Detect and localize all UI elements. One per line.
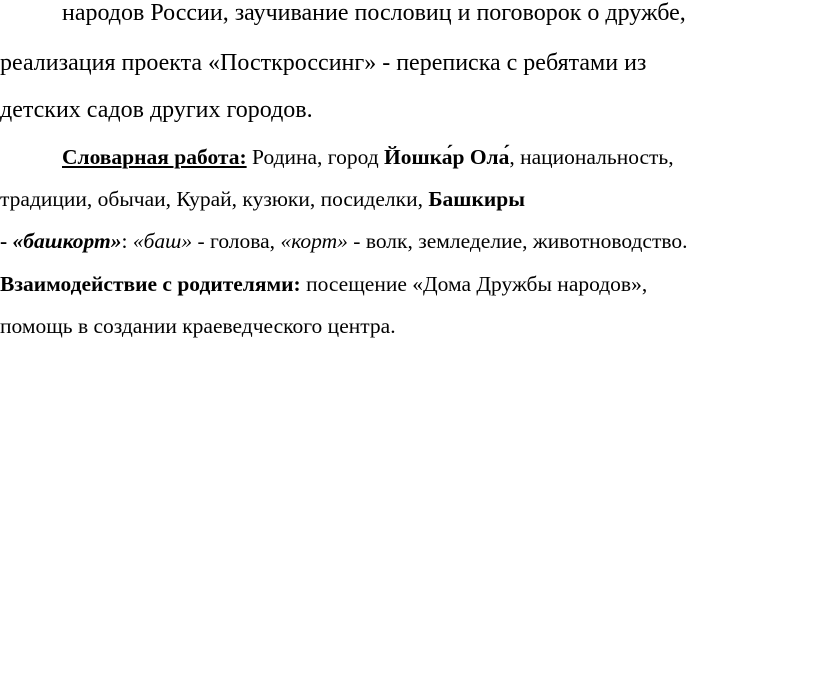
vocabulary-line-1 [62, 145, 674, 170]
bashkort-word: «башкорт» [12, 229, 122, 253]
bash-meaning: - голова, [192, 229, 281, 253]
bashkiry-word: Башкиры [428, 187, 525, 211]
kort-meaning: - волк, земледелие, животноводство. [347, 229, 688, 253]
parents-text-1: посещение «Дома Дружбы народов», [300, 272, 648, 296]
parents-line-2: помощь в создании краеведческого центра. [0, 314, 396, 338]
parents-line-1 [0, 272, 647, 297]
parents-heading: Взаимодействие с родителями: [0, 272, 301, 296]
paragraph-line-3: детских садов других городов. [0, 97, 313, 123]
vocabulary-words-1-tail: , национальность, [509, 145, 674, 169]
vocabulary-line-3 [0, 229, 688, 254]
bash-word: «баш» [132, 229, 193, 253]
vocabulary-heading: Словарная работа: [62, 145, 247, 169]
kort-word: «корт» [280, 229, 348, 253]
paragraph-line-2: реализация проекта «Посткроссинг» - переписка с ребятами из [0, 50, 647, 76]
vocabulary-words-1: Родина, город [246, 145, 385, 169]
vocabulary-line-2 [0, 187, 525, 212]
dash: - [0, 229, 13, 253]
vocabulary-words-2: традиции, обычаи, Курай, кузюки, посиделки, [0, 187, 429, 211]
colon: : [121, 229, 133, 253]
paragraph-line-1: народов России, заучивание пословиц и поговорок о дружбе, [62, 0, 686, 26]
city-name: Йошка́р Ола́ [384, 145, 510, 169]
